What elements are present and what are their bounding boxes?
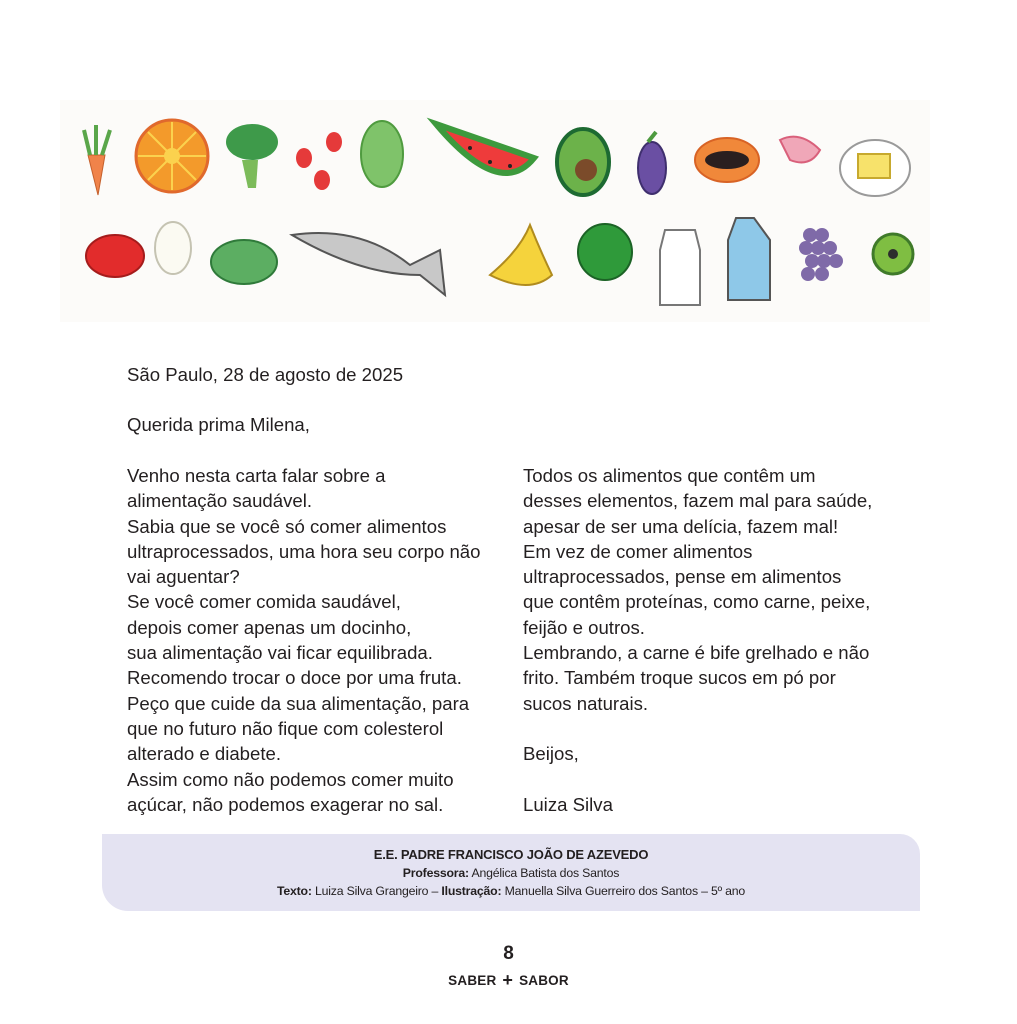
school-name: E.E. PADRE FRANCISCO JOÃO DE AZEVEDO xyxy=(373,847,649,862)
letter-line: ultraprocessados, pense em alimentos xyxy=(523,566,842,588)
papaya-icon xyxy=(695,138,759,182)
letter-line: feijão e outros. xyxy=(523,616,645,638)
letter-closing: Beijos, xyxy=(523,743,579,765)
letter-line: vai aguentar? xyxy=(127,566,240,588)
letter-line: que no futuro não fique com colesterol xyxy=(127,717,444,739)
letter-line: ultraprocessados, uma hora seu corpo não xyxy=(127,540,481,562)
page-number: 8 xyxy=(503,943,514,964)
lime-icon xyxy=(361,121,403,187)
strawberries-icon xyxy=(296,132,342,190)
water-bottle-icon xyxy=(728,218,770,300)
letter-line: Se você comer comida saudável, xyxy=(127,591,401,613)
milk-bottle-icon xyxy=(660,230,700,305)
avocado-icon xyxy=(557,129,609,195)
letter-line: açúcar, não podemos exagerar no sal. xyxy=(127,793,444,815)
kiwi-icon xyxy=(873,234,913,274)
illustration-author: Manuella Silva Guerreiro dos Santos – 5º ano xyxy=(504,884,746,898)
text-label: Texto: xyxy=(276,884,312,898)
letter-left-column xyxy=(127,463,512,817)
butter-icon xyxy=(840,140,910,196)
eggplant-icon xyxy=(638,132,666,194)
egg-icon xyxy=(155,222,191,274)
letter-line: Recomendo trocar o doce por uma fruta. xyxy=(127,667,462,689)
letter-line: que contêm proteínas, como carne, peixe, xyxy=(523,591,871,613)
fish-icon xyxy=(292,233,445,295)
brand-plus: + xyxy=(502,970,514,990)
letter-line: desses elementos, fazem mal para saúde, xyxy=(523,490,873,512)
text-author: Luiza Silva Grangeiro – xyxy=(314,884,439,898)
letter-greeting: Querida prima Milena, xyxy=(127,414,310,436)
letter-line: Venho nesta carta falar sobre a xyxy=(127,465,386,486)
grapes-icon xyxy=(799,228,843,281)
orange-slice-icon xyxy=(136,120,208,192)
letter-line: depois comer apenas um docinho, xyxy=(127,616,412,638)
letter-line: frito. Também troque sucos em pó por xyxy=(523,667,836,689)
carrot-icon xyxy=(84,125,110,195)
letter-date: São Paulo, 28 de agosto de 2025 xyxy=(127,364,404,385)
letter-line: sucos naturais. xyxy=(523,692,649,714)
illustration-label: Ilustração: xyxy=(441,884,502,898)
letter-line: Em vez de comer alimentos xyxy=(523,540,753,562)
brand-footer xyxy=(0,970,1017,991)
brand-sabor: SABOR xyxy=(519,973,569,988)
letter-line: sua alimentação vai ficar equilibrada. xyxy=(127,642,433,664)
letter-line: Todos os alimentos que contêm um xyxy=(523,465,816,486)
green-pepper-icon xyxy=(578,224,632,280)
letter-signature: Luiza Silva xyxy=(523,793,613,815)
letter-line: alterado e diabete. xyxy=(127,743,282,765)
banana-icon xyxy=(490,225,552,285)
letter-line: alimentação saudável. xyxy=(127,490,313,512)
letter-line: apesar de ser uma delícia, fazem mal! xyxy=(523,515,839,537)
teacher-name: Angélica Batista dos Santos xyxy=(471,866,620,880)
letter xyxy=(127,362,907,815)
tomato-icon xyxy=(86,235,144,277)
watermelon-icon xyxy=(436,124,534,173)
broccoli-icon xyxy=(226,124,278,188)
letter-line: Assim como não podemos comer muito xyxy=(127,768,454,790)
shrimp-icon xyxy=(780,137,820,163)
teacher-label: Professora: xyxy=(402,866,469,880)
credits-box xyxy=(102,834,920,911)
letter-line: Lembrando, a carne é bife grelhado e não xyxy=(523,642,870,664)
author-credit xyxy=(102,884,920,898)
letter-line: Peço que cuide da sua alimentação, para xyxy=(127,692,470,714)
food-illustration xyxy=(60,100,930,322)
teacher-credit xyxy=(102,866,920,880)
brand-saber: SABER xyxy=(448,973,497,988)
letter-right-column xyxy=(523,463,907,817)
lettuce-icon xyxy=(211,240,277,284)
letter-line: Sabia que se você só comer alimentos xyxy=(127,515,447,537)
